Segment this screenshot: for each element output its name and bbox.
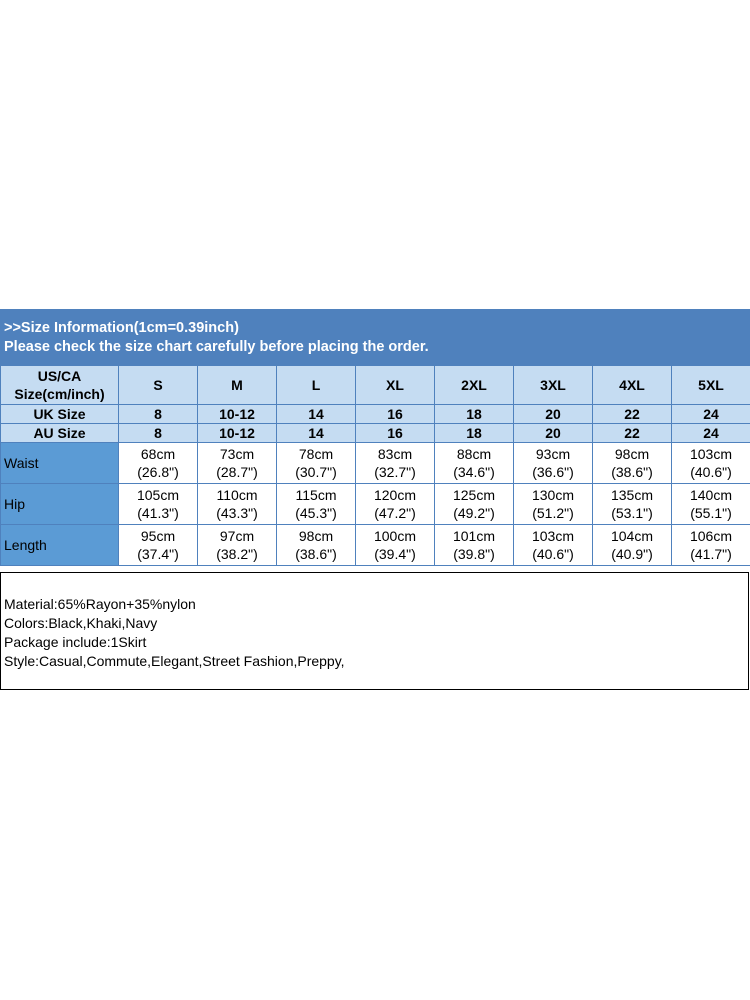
- measurement-cell: [435, 525, 514, 566]
- measurement-label: Hip: [1, 484, 119, 525]
- measurement-cell: [356, 484, 435, 525]
- measurement-cm: 130cm: [531, 487, 575, 503]
- measurement-cm: 100cm: [373, 528, 417, 544]
- size-cell: 3XL: [514, 366, 593, 405]
- us-ca-size-label: [1, 366, 119, 405]
- measurement-cm: 120cm: [373, 487, 417, 503]
- size-table: [0, 365, 750, 566]
- measurement-inch: (39.4"): [374, 546, 416, 562]
- measurement-row: [1, 525, 750, 566]
- measurement-cm: 101cm: [452, 528, 496, 544]
- measurement-cm: 106cm: [689, 528, 733, 544]
- measurement-cm: 97cm: [219, 528, 255, 544]
- measurement-inch: (49.2"): [453, 505, 495, 521]
- measurement-inch: (51.2"): [532, 505, 574, 521]
- measurement-cm: 78cm: [298, 446, 334, 462]
- size-cell: 5XL: [672, 366, 750, 405]
- measurement-cell: [672, 525, 750, 566]
- measurement-cell: [277, 525, 356, 566]
- measurement-inch: (40.6"): [532, 546, 574, 562]
- measurement-inch: (40.6"): [690, 464, 732, 480]
- measurement-inch: (38.2"): [216, 546, 258, 562]
- size-chart-panel: [0, 309, 750, 566]
- uk-size-row: [1, 405, 750, 424]
- measurement-cm: 68cm: [140, 446, 176, 462]
- measurement-inch: (55.1"): [690, 505, 732, 521]
- measurement-cell: [198, 525, 277, 566]
- au-size-cell: 10-12: [198, 424, 277, 443]
- au-size-cell: 24: [672, 424, 750, 443]
- measurement-cell: [119, 443, 198, 484]
- measurement-cell: [514, 525, 593, 566]
- size-cell: M: [198, 366, 277, 405]
- measurement-row: [1, 443, 750, 484]
- measurement-cm: 93cm: [535, 446, 571, 462]
- measurement-label: Waist: [1, 443, 119, 484]
- product-info-box: [0, 572, 749, 690]
- measurement-cell: [119, 484, 198, 525]
- measurement-cm: 88cm: [456, 446, 492, 462]
- measurement-cell: [119, 525, 198, 566]
- measurement-cell: [277, 484, 356, 525]
- measurement-inch: (30.7"): [295, 464, 337, 480]
- size-cell: 4XL: [593, 366, 672, 405]
- au-size-cell: 8: [119, 424, 198, 443]
- us-ca-size-row: [1, 366, 750, 405]
- measurement-cm: 104cm: [610, 528, 654, 544]
- uk-size-cell: 22: [593, 405, 672, 424]
- measurement-cell: [356, 525, 435, 566]
- measurement-cm: 115cm: [295, 487, 337, 503]
- material-text: Material:65%Rayon+35%nylon: [4, 596, 196, 612]
- measurement-inch: (26.8"): [137, 464, 179, 480]
- au-size-cell: 14: [277, 424, 356, 443]
- uk-size-cell: 16: [356, 405, 435, 424]
- measurement-inch: (47.2"): [374, 505, 416, 521]
- uk-size-cell: 18: [435, 405, 514, 424]
- size-cell: XL: [356, 366, 435, 405]
- uk-size-cell: 24: [672, 405, 750, 424]
- uk-size-cell: 10-12: [198, 405, 277, 424]
- size-cell: L: [277, 366, 356, 405]
- measurement-inch: (53.1"): [611, 505, 653, 521]
- measurement-label: Length: [1, 525, 119, 566]
- measurement-inch: (41.3"): [137, 505, 179, 521]
- uk-size-cell: 20: [514, 405, 593, 424]
- measurement-inch: (39.8"): [453, 546, 495, 562]
- measurement-inch: (36.6"): [532, 464, 574, 480]
- measurement-cell: [198, 443, 277, 484]
- measurement-cell: [514, 484, 593, 525]
- au-size-label: AU Size: [1, 424, 119, 443]
- au-size-row: [1, 424, 750, 443]
- measurement-cm: 105cm: [136, 487, 180, 503]
- size-cell: 2XL: [435, 366, 514, 405]
- measurement-cm: 73cm: [219, 446, 255, 462]
- measurement-inch: (41.7"): [690, 546, 732, 562]
- measurement-cm: 110cm: [216, 487, 258, 503]
- size-cell: S: [119, 366, 198, 405]
- measurement-cell: [435, 443, 514, 484]
- colors-text: Colors:Black,Khaki,Navy: [4, 615, 158, 631]
- measurement-cell: [672, 484, 750, 525]
- measurement-cm: 83cm: [377, 446, 413, 462]
- size-info-header: [0, 309, 750, 365]
- measurement-inch: (43.3"): [216, 505, 258, 521]
- measurement-cm: 135cm: [610, 487, 654, 503]
- measurement-cm: 103cm: [531, 528, 575, 544]
- measurement-inch: (45.3"): [295, 505, 337, 521]
- measurement-cm: 140cm: [689, 487, 733, 503]
- measurement-cell: [593, 525, 672, 566]
- measurement-cell: [356, 443, 435, 484]
- uk-size-cell: 14: [277, 405, 356, 424]
- measurement-inch: (38.6"): [295, 546, 337, 562]
- measurement-cell: [514, 443, 593, 484]
- size-info-title: >>Size Information(1cm=0.39inch): [4, 320, 239, 336]
- measurement-cm: 125cm: [452, 487, 496, 503]
- measurement-cm: 98cm: [614, 446, 650, 462]
- measurement-cell: [198, 484, 277, 525]
- measurement-cell: [593, 443, 672, 484]
- measurement-cm: 103cm: [689, 446, 733, 462]
- measurement-cm: 98cm: [298, 528, 334, 544]
- measurement-inch: (37.4"): [137, 546, 179, 562]
- au-size-cell: 22: [593, 424, 672, 443]
- measurement-inch: (28.7"): [216, 464, 258, 480]
- measurement-inch: (38.6"): [611, 464, 653, 480]
- measurement-inch: (34.6"): [453, 464, 495, 480]
- au-size-cell: 16: [356, 424, 435, 443]
- size-info-notice: Please check the size chart carefully before placing the order.: [4, 339, 429, 355]
- us-ca-label-line1: US/CA: [37, 368, 82, 384]
- measurement-inch: (32.7"): [374, 464, 416, 480]
- measurement-cm: 95cm: [140, 528, 176, 544]
- measurement-cell: [593, 484, 672, 525]
- measurement-row: [1, 484, 750, 525]
- measurement-cell: [277, 443, 356, 484]
- au-size-cell: 20: [514, 424, 593, 443]
- us-ca-label-line2: Size(cm/inch): [14, 386, 105, 402]
- uk-size-cell: 8: [119, 405, 198, 424]
- package-text: Package include:1Skirt: [4, 634, 147, 650]
- au-size-cell: 18: [435, 424, 514, 443]
- style-text: Style:Casual,Commute,Elegant,Street Fashion,Preppy,: [4, 653, 345, 669]
- measurement-inch: (40.9"): [611, 546, 653, 562]
- measurement-cell: [672, 443, 750, 484]
- measurement-cell: [435, 484, 514, 525]
- uk-size-label: UK Size: [1, 405, 119, 424]
